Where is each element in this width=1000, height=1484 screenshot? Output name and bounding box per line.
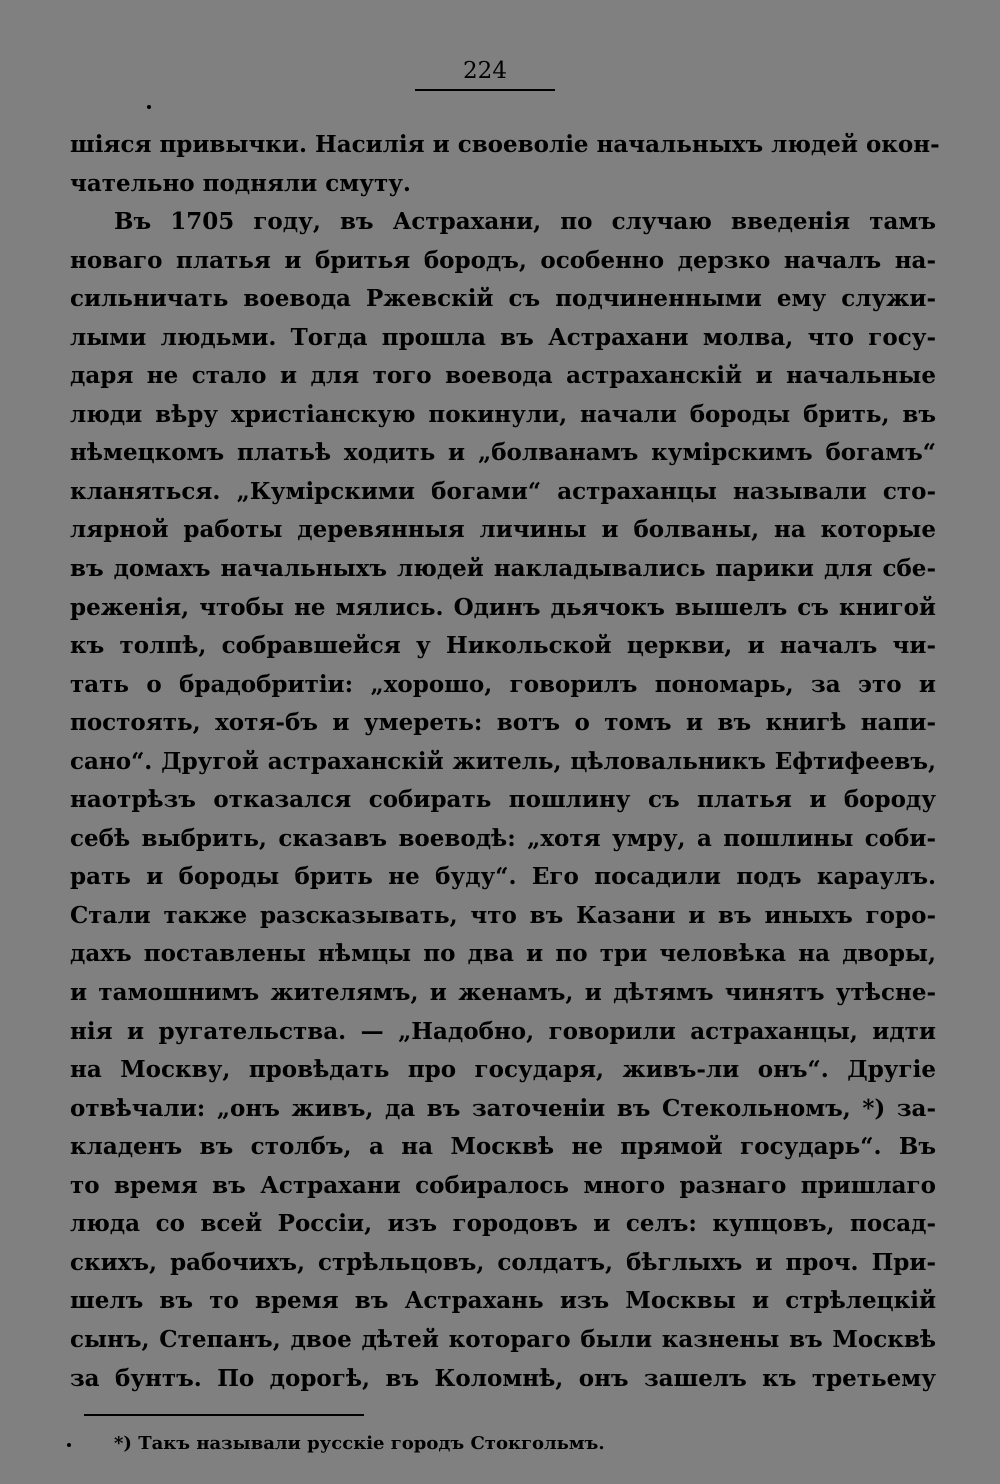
- text-line: на Москву, провѣдать про государя, живъ-ли онъ“. Другіе: [70, 1056, 936, 1084]
- text-line: сано“. Другой астраханскій житель, цѣловальникъ Ефтифеевъ,: [70, 747, 936, 775]
- text-line: сынъ, Степанъ, двое дѣтей котораго были казнены въ Москвѣ: [70, 1325, 936, 1353]
- text-line: люда со всей Россіи, изъ городовъ и селъ: купцовъ, посад-: [70, 1210, 936, 1238]
- footnote: *) Такъ называли русскіе городъ Стокгольмъ.: [114, 1433, 605, 1454]
- text-line: нѣмецкомъ платьѣ ходить и „болванамъ кумірскимъ богамъ“: [70, 439, 936, 467]
- text-line: даря не стало и для того воевода астраханскій и начальные: [70, 362, 936, 390]
- text-line: за бунтъ. По дорогѣ, въ Коломнѣ, онъ зашелъ къ третьему: [70, 1364, 936, 1392]
- text-line: Въ 1705 году, въ Астрахани, по случаю введенія тамъ: [114, 208, 936, 236]
- print-speck: [67, 1443, 71, 1447]
- text-line: къ толпѣ, собравшейся у Никольской церкви, и началъ чи-: [70, 632, 936, 660]
- print-speck: [147, 105, 151, 109]
- text-line: Стали также разсказывать, что въ Казани и въ иныхъ горо-: [70, 901, 936, 929]
- text-line: сильничать воевода Ржевскій съ подчиненными ему служи-: [70, 285, 936, 313]
- text-line: тать о брадобритіи: „хорошо, говорилъ пономарь, за это и: [70, 670, 936, 698]
- text-line: наотрѣзъ отказался собирать пошлину съ платья и бороду: [70, 786, 936, 814]
- text-line: лярной работы деревянныя личины и болваны, на которые: [70, 516, 936, 544]
- text-line: отвѣчали: „онъ живъ, да въ заточеніи въ Стекольномъ, *) за-: [70, 1094, 936, 1122]
- text-line: нія и ругательства. — „Надобно, говорили астраханцы, идти: [70, 1017, 936, 1045]
- text-line: кладенъ въ столбъ, а на Москвѣ не прямой государь“. Въ: [70, 1133, 936, 1161]
- body-text: [70, 126, 940, 1398]
- text-line: и тамошнимъ жителямъ, и женамъ, и дѣтямъ чинятъ утѣсне-: [70, 979, 936, 1007]
- text-line: въ домахъ начальныхъ людей накладывались парики для сбе-: [70, 555, 936, 583]
- text-line: шелъ въ то время въ Астрахань изъ Москвы и стрѣлецкій: [70, 1287, 936, 1315]
- text-line: постоять, хотя-бъ и умереть: вотъ о томъ и въ книгѣ напи-: [70, 709, 936, 737]
- footnote-rule: [84, 1414, 364, 1416]
- text-line: шіяся привычки. Насилія и своеволіе начальныхъ людей окон-: [70, 131, 940, 158]
- text-line: чательно подняли смуту.: [70, 169, 411, 197]
- text-line: люди вѣру христіанскую покинули, начали бороды брить, въ: [70, 400, 936, 428]
- text-line: дахъ поставлены нѣмцы по два и по три человѣка на дворы,: [70, 940, 936, 968]
- text-line: лыми людьми. Тогда прошла въ Астрахани молва, что госу-: [70, 323, 936, 351]
- text-line: себѣ выбрить, сказавъ воеводѣ: „хотя умру, а пошлины соби-: [70, 824, 936, 852]
- text-line: то время въ Астрахани собиралось много разнаго пришлаго: [70, 1171, 936, 1199]
- text-line: новаго платья и бритья бородъ, особенно дерзко началъ на-: [70, 246, 936, 274]
- text-line: реженія, чтобы не мялись. Одинъ дьячокъ вышелъ съ книгой: [70, 593, 936, 621]
- text-line: рать и бороды брить не буду“. Его посадили подъ караулъ.: [70, 863, 936, 891]
- text-line: кланяться. „Кумірскими богами“ астраханцы называли сто-: [70, 477, 936, 505]
- page-number: 224: [463, 58, 507, 84]
- text-line: скихъ, рабочихъ, стрѣльцовъ, солдатъ, бѣглыхъ и проч. При-: [70, 1248, 936, 1276]
- page-number-rule: [415, 89, 555, 91]
